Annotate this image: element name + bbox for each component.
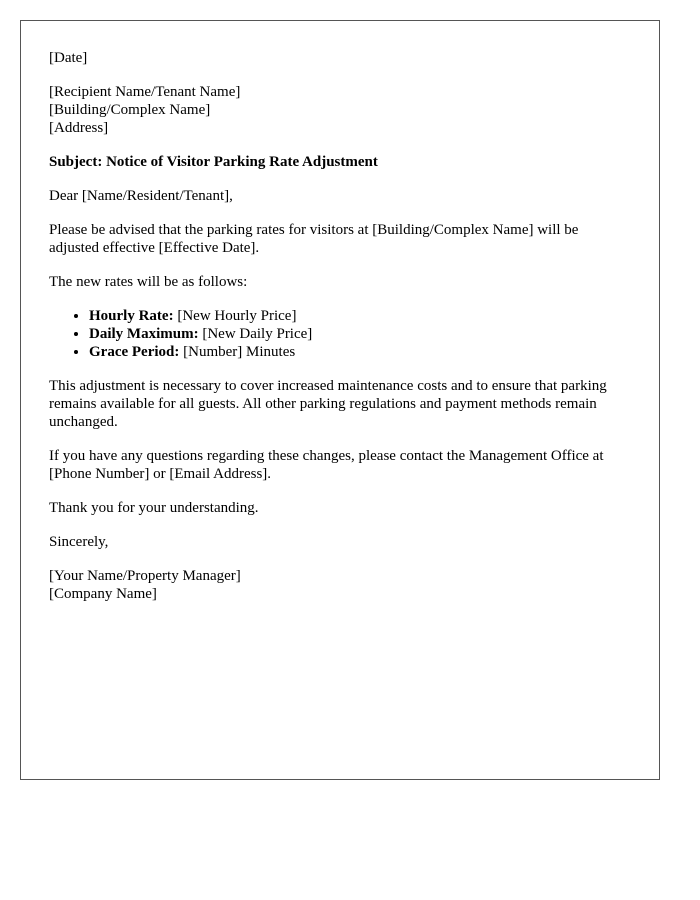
recipient-building: [Building/Complex Name] xyxy=(49,102,211,118)
rate-label: Hourly Rate: xyxy=(89,308,174,324)
recipient-block xyxy=(49,83,631,137)
signature-company: [Company Name] xyxy=(49,586,157,602)
recipient-address: [Address] xyxy=(49,120,109,136)
rate-item-daily xyxy=(89,325,631,343)
letter-subject: Subject: Notice of Visitor Parking Rate Adjustment xyxy=(49,154,378,170)
signature-name: [Your Name/Property Manager] xyxy=(49,568,241,584)
thanks-paragraph: Thank you for your understanding. xyxy=(49,500,259,516)
rates-list xyxy=(49,307,631,361)
rates-intro: The new rates will be as follows: xyxy=(49,274,248,290)
rate-item-hourly xyxy=(89,307,631,325)
intro-paragraph: Please be advised that the parking rates for visitors at [Building/Complex Name] will be adjusted effective [Effective Date]. xyxy=(49,222,579,256)
rate-value: [New Daily Price] xyxy=(202,326,313,342)
rate-value: [New Hourly Price] xyxy=(177,308,297,324)
signature-block xyxy=(49,567,631,603)
closing: Sincerely, xyxy=(49,534,109,550)
rate-label: Grace Period: xyxy=(89,344,180,360)
recipient-name: [Recipient Name/Tenant Name] xyxy=(49,84,241,100)
rate-label: Daily Maximum: xyxy=(89,326,199,342)
contact-paragraph: If you have any questions regarding these changes, please contact the Management Office at [Phone Number] or [Email Address]. xyxy=(49,448,604,482)
rate-item-grace xyxy=(89,343,631,361)
letter-page xyxy=(20,20,660,780)
salutation: Dear [Name/Resident/Tenant], xyxy=(49,188,233,204)
reason-paragraph: This adjustment is necessary to cover increased maintenance costs and to ensure that parking remains available for all guests. All other parking regulations and payment methods remain unchanged. xyxy=(49,378,607,430)
rate-value: [Number] Minutes xyxy=(183,344,296,360)
date-text: [Date] xyxy=(49,50,88,66)
letter-date xyxy=(49,49,631,67)
